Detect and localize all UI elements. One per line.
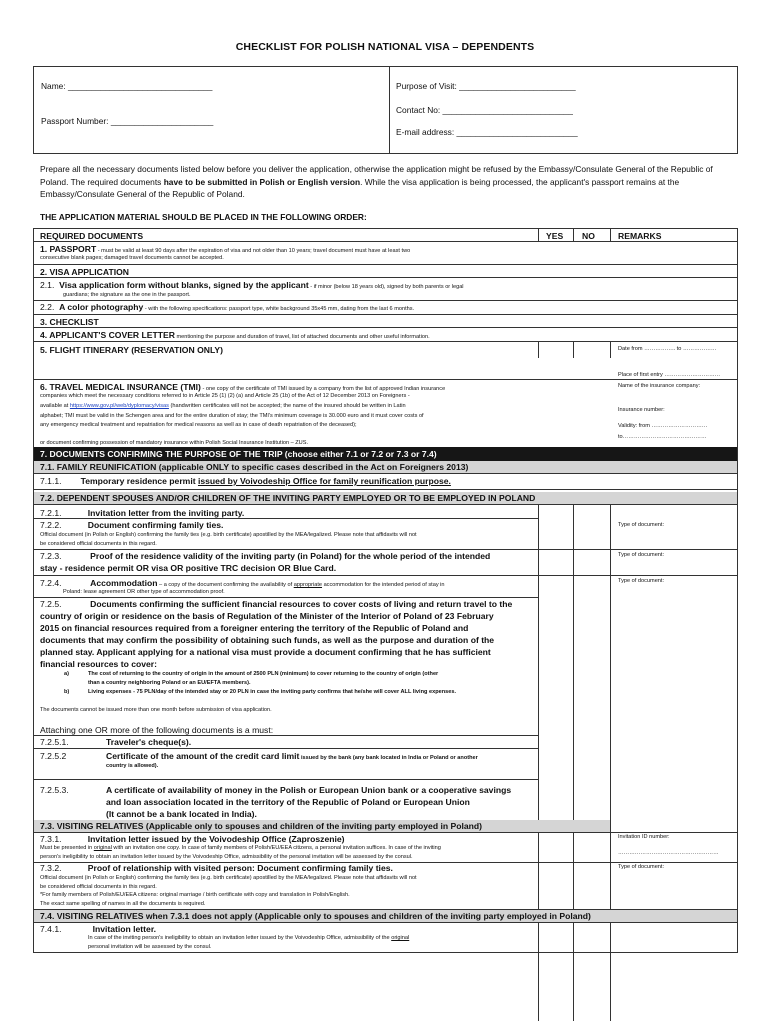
column-divider — [573, 229, 574, 241]
financial-resources-line: country of origin or residence on the basis of Regulation of the Minister of the Interior of Poland of 23 February — [40, 611, 494, 621]
flight-date-field[interactable]: Date from …………….. to ……………… — [618, 346, 717, 352]
travelers-cheques-item: Traveler's cheque(s). — [106, 737, 192, 747]
insurance-validity-from-field[interactable]: Validity: from ………………………… — [618, 423, 708, 429]
divider — [389, 67, 390, 153]
row-separator — [34, 779, 538, 780]
return-cost-text: The cost of returning to the country of origin in the amount of 2500 PLN (minimum) to cover returning to the country of origin (other — [88, 671, 439, 677]
relationship-proof-note: *For family members of Polish/EU/EEA citizens: original marriage / birth certificate with copy and translation in Polish/English. — [40, 892, 350, 898]
invitation-id-field[interactable]: Invitation ID number: — [618, 834, 670, 840]
column-divider — [610, 504, 611, 1021]
accommodation-note: Poland: lease agreement OR other type of accommodation proof. — [63, 589, 225, 595]
financial-resources-line: financial resources to cover: — [40, 659, 158, 669]
row-separator — [34, 922, 737, 923]
column-divider — [538, 341, 539, 358]
column-divider — [538, 504, 539, 1021]
purpose-of-visit-field[interactable]: Purpose of Visit: _________________________ — [396, 81, 576, 91]
item-number: 7.2.5.1. — [40, 737, 69, 747]
insurance-number-field[interactable]: Insurance number: — [618, 407, 665, 413]
row-separator — [34, 504, 737, 505]
applicant-info-box — [33, 66, 738, 154]
visa-form-note: guardians; the signature as the one in the passport. — [63, 292, 191, 298]
financial-resources-line: planned stay. Applicant applying for a national visa must provide a document confirming that he has sufficient — [40, 647, 491, 657]
voivodeship-invitation-note: Must be presented in original with an invitation one copy. In case of family members of Polish/EU/EEA citizens, a personal invitation suffices. In case of the inviting — [40, 845, 441, 851]
section-header-text: 7.3. VISITING RELATIVES (Applicable only to spouses and children of the inviting party employed in Poland) — [40, 821, 482, 831]
document-type-field[interactable]: Type of document: — [618, 578, 665, 584]
column-divider — [573, 504, 574, 1021]
page-title: CHECKLIST FOR POLISH NATIONAL VISA – DEPENDENTS — [235, 41, 535, 53]
row-separator — [34, 341, 737, 342]
section-header-visiting-relatives-alt — [34, 910, 737, 922]
residence-validity-item-cont: stay - residence permit OR visa OR positive TRC decision OR Blue Card. — [40, 563, 337, 573]
visa-form-item: 2.1. Visa application form without blanks, signed by the applicant - if minor (below 18 years old), signed by both parents or legal — [40, 280, 464, 290]
email-field[interactable]: E-mail address: __________________________ — [396, 127, 578, 137]
passport-item: 1. PASSPORT - must be valid at least 90 days after the expiration of visa and not older than 10 years; travel document must have at least two — [40, 244, 411, 254]
return-cost-text: than a country neighboring Poland or an EU/EFTA members). — [88, 680, 251, 686]
credit-card-limit-item: Certificate of the amount of the credit card limit issued by the bank (any bank located in India or Poland or another — [106, 751, 478, 761]
invitation-letter-alt-note: personal invitation will be assessed by the consul. — [88, 944, 212, 950]
row-separator — [34, 473, 737, 474]
section-header-family-reunification — [34, 461, 737, 473]
bank-certificate-item-cont: and loan association located in the territory of the Republic of Poland or European Union — [106, 797, 470, 807]
row-separator — [34, 549, 737, 550]
passport-item-note: consecutive blank pages; damaged travel documents cannot be accepted. — [40, 255, 224, 261]
invitation-id-blank[interactable]: ……………………………………………… — [618, 850, 719, 856]
cover-letter-item: 4. APPLICANT'S COVER LETTER mentioning the purpose and duration of travel, list of attached documents and other useful information. — [40, 330, 430, 340]
voivodeship-invitation-item: 7.3.1. Invitation letter issued by the Voivodeship Office (Zaproszenie) — [40, 834, 345, 844]
insurance-item: 6. TRAVEL MEDICAL INSURANCE (TMI) - one copy of the certificate of TMI issued by a company from the list of approved Indian insurance — [40, 382, 446, 392]
row-separator — [34, 735, 538, 736]
family-ties-note: be considered official documents in this regard. — [40, 541, 157, 547]
column-header-required: REQUIRED DOCUMENTS — [40, 231, 144, 241]
place-of-entry-field[interactable]: Place of first entry ………………………… — [618, 372, 721, 378]
invitation-letter-alt-item: 7.4.1. Invitation letter. — [40, 924, 157, 934]
financial-resources-line: 2015 on financial resources required from a foreigner entering the territory of the Republic of Poland and — [40, 623, 469, 633]
item-number: 7.2.5.2 — [40, 751, 67, 761]
passport-number-field[interactable]: Passport Number: ______________________ — [41, 116, 214, 126]
row-separator — [34, 300, 737, 301]
column-divider — [610, 229, 611, 241]
column-header-no: NO — [582, 231, 595, 241]
document-type-field[interactable]: Type of document: — [618, 522, 665, 528]
visa-application-heading: 2. VISA APPLICATION — [40, 267, 129, 277]
relationship-proof-note: Official document (in Polish or English) confirming the family ties (e.g. birth certificate) apostilled by the MEA/legalized. Please note that affidavits will not — [40, 875, 417, 881]
living-expenses-text: Living expenses - 75 PLN/day of the intended stay or 20 PLN in case the inviting party confirms that he/she will cover ALL living expenses. — [88, 689, 457, 695]
flight-itinerary-item: 5. FLIGHT ITINERARY (RESERVATION ONLY) — [40, 345, 224, 355]
insurance-text-line: or document confirming possession of mandatory insurance within Polish Social Insurance Institution – ZUS. — [40, 440, 309, 446]
row-separator — [34, 575, 737, 576]
row-separator — [34, 748, 538, 749]
row-separator — [34, 327, 737, 328]
insurance-text-line: available at https://www.gov.pl/web/dyplomacy/visas (handwritten certificates will not be accepted; the name of the insured should be written in Latin — [40, 403, 406, 409]
insurance-validity-to-field[interactable]: to……………………………………… — [618, 434, 707, 440]
document-type-field[interactable]: Type of document: — [618, 864, 665, 870]
invitation-letter-alt-note: In case of the inviting person's ineligibility to obtain an invitation letter issued by the Voivodeship Office, admissibility of the original — [88, 935, 410, 941]
row-separator — [34, 241, 737, 242]
column-header-remarks: REMARKS — [618, 231, 662, 241]
column-divider — [538, 229, 539, 241]
row-separator — [34, 379, 737, 380]
residence-permit-item: 7.1.1. Temporary residence permit issued by Voivodeship Office for family reunification purpose. — [40, 476, 451, 486]
name-field[interactable]: Name: _______________________________ — [41, 81, 213, 91]
financial-resources-line: documents that may confirm the possibility of obtaining such funds, as well as the purpose and duration of the — [40, 635, 495, 645]
relationship-proof-note: The exact same spelling of names in all the documents is required. — [40, 901, 206, 907]
section-header-text: 7.1. FAMILY REUNIFICATION (applicable ONLY to specific cases described in the Act on Foreigners 2013) — [40, 462, 469, 472]
row-separator — [34, 518, 538, 519]
list-marker-a: a) — [64, 671, 69, 677]
accommodation-item: 7.2.4. Accommodation – a copy of the document confirming the availability of appropriate accommodation for the intended period of stay in — [40, 578, 445, 588]
insurance-company-field[interactable]: Name of the insurance company: — [618, 383, 701, 389]
intro-paragraph: Prepare all the necessary documents listed below before you deliver the application, otherwise the application might be refused by the Embassy/Consulate General of the Republic of Poland. The required documents have to be submitted in Polish or English version. While the visa application is being processed, the applicant's passport remains at the Embassy/Consulate General of the Republic of Poland. — [40, 164, 713, 199]
row-separator — [34, 264, 737, 265]
bank-certificate-item: A certificate of availability of money in the Polish or European Union bank or a cooperative savings — [106, 785, 512, 795]
row-separator — [34, 489, 737, 490]
attach-documents-heading: Attaching one OR more of the following documents is a must: — [40, 725, 274, 735]
checklist-table — [33, 228, 738, 953]
credit-card-limit-note: country is allowed). — [106, 763, 159, 769]
section-header-dependents — [34, 492, 737, 504]
section-header-text: 7.4. VISITING RELATIVES when 7.3.1 does not apply (Applicable only to spouses and children of the inviting party employed in Poland) — [40, 911, 591, 921]
section-header-text: 7. DOCUMENTS CONFIRMING THE PURPOSE OF THE TRIP (choose either 7.1 or 7.2 or 7.3 or 7.4) — [40, 449, 437, 459]
row-separator — [34, 832, 737, 833]
order-heading: THE APPLICATION MATERIAL SHOULD BE PLACED IN THE FOLLOWING ORDER: — [40, 212, 367, 222]
documents-date-note: The documents cannot be issued more than one month before submission of visa application. — [40, 707, 272, 713]
section-header-visiting-relatives — [34, 820, 610, 832]
list-marker-b: b) — [64, 689, 70, 695]
row-separator — [34, 314, 737, 315]
insurance-text-line: companies which meet the necessary conditions referred to in Article 25 (1) (2) (a) and Article 25 (1b) of the Act of 12 December 2013 on Foreigners - — [40, 393, 410, 399]
bank-certificate-item-cont: (It cannot be a bank located in India). — [106, 809, 257, 819]
family-ties-item: 7.2.2. Document confirming family ties. — [40, 520, 224, 530]
column-header-yes: YES — [546, 231, 564, 241]
insurance-text-line: any emergency medical treatment and repatriation for medical reasons as well as in case of death repatriation of the deceased); — [40, 422, 357, 428]
relationship-proof-note: be considered official documents in this regard. — [40, 884, 157, 890]
checklist-heading: 3. CHECKLIST — [40, 317, 99, 327]
photo-item: 2.2. A color photography - with the following specifications: passport type, white background 35x45 mm, dating from the last 6 months. — [40, 302, 415, 312]
family-ties-note: Official document (in Polish or English) confirming the family ties (e.g. birth certificate) apostilled by the MEA/legalized. Please note that affidavits will not — [40, 532, 417, 538]
section-header-text: 7.2. DEPENDENT SPOUSES AND/OR CHILDREN OF THE INVITING PARTY EMPLOYED OR TO BE EMPLOYED IN POLAND — [40, 493, 536, 503]
gov-visas-link[interactable]: https://www.gov.pl/web/dyplomacy/visas — [69, 403, 169, 409]
insurance-text-line: alphabet; TMI must be valid in the Schengen area and for the entire duration of stay; the TMI's minimum coverage is 30.000 euro and it must cover costs of — [40, 413, 424, 419]
row-separator — [34, 277, 737, 278]
contact-number-field[interactable]: Contact No: ____________________________ — [396, 105, 573, 115]
item-number: 7.2.5.3. — [40, 785, 69, 795]
voivodeship-invitation-note: person's ineligibility to obtain an invitation letter issued by the Voivodeship Office, admissibility of the personal invitation will be assessed by the consul. — [40, 854, 413, 860]
section-header-purpose — [34, 447, 737, 461]
column-divider — [610, 341, 611, 358]
column-divider — [573, 341, 574, 358]
relationship-proof-item: 7.3.2. Proof of relationship with visited person: Document confirming family ties. — [40, 863, 393, 873]
document-type-field[interactable]: Type of document: — [618, 552, 665, 558]
financial-resources-item: 7.2.5. Documents confirming the sufficient financial resources to cover costs of living and return travel to the — [40, 599, 513, 609]
residence-validity-item: 7.2.3. Proof of the residence validity of the inviting party (in Poland) for the whole period of the intended — [40, 551, 491, 561]
row-separator — [34, 597, 538, 598]
invitation-letter-item: 7.2.1. Invitation letter from the inviting party. — [40, 508, 245, 518]
